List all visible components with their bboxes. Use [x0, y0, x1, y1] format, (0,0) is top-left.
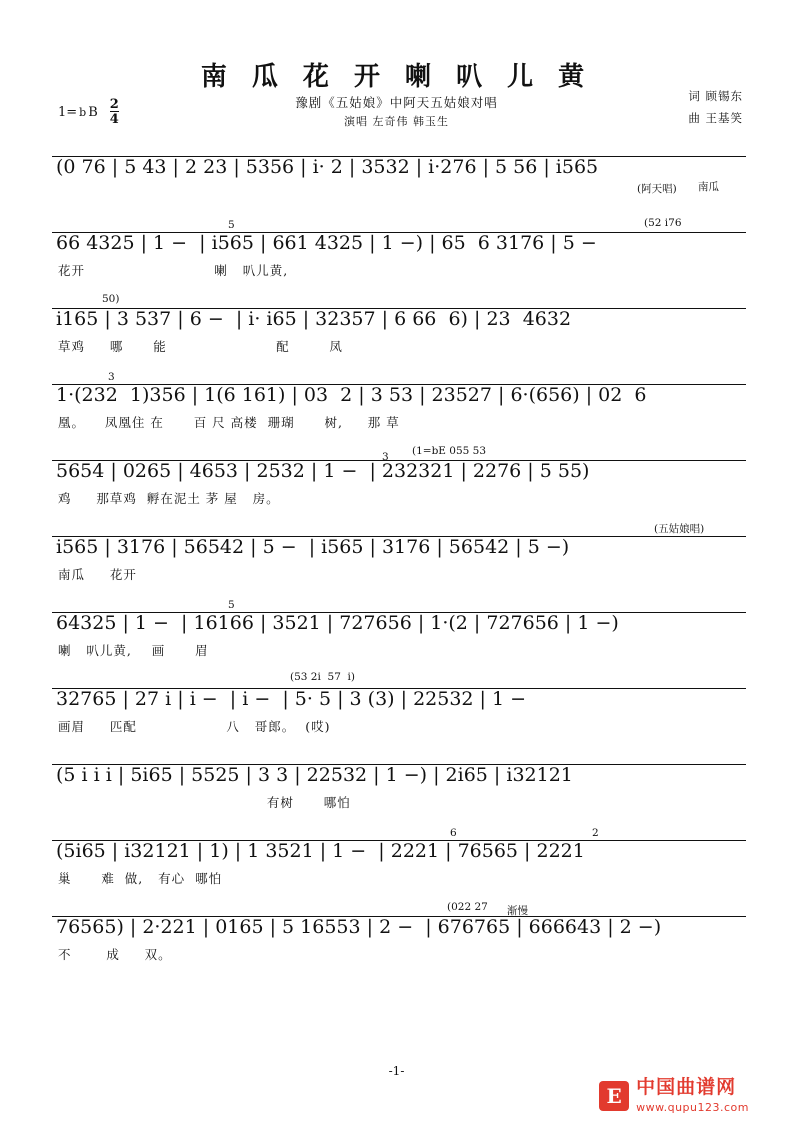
- staff-row: [52, 901, 746, 977]
- lyric-line: 鸡 那草鸡 孵在泥土 茅 屋 房。: [58, 491, 280, 506]
- lyric-line: 草鸡 哪 能 配 凤: [58, 339, 343, 354]
- notation-line: 64325 | 1 − | 16166 | 3521 | 727656 | 1·(2 | 727656 | 1 −): [56, 612, 619, 634]
- lyric-line: 画眉 匹配 八 哥郎。 (哎): [58, 719, 331, 734]
- page-number: -1-: [388, 1064, 405, 1078]
- lyric-line: 有树 哪怕: [58, 795, 351, 810]
- score-annotation: (52 i76: [644, 217, 682, 229]
- time-signature-denominator: 4: [109, 112, 119, 127]
- subtitle-singers: 演唱 左奇伟 韩玉生: [344, 115, 449, 128]
- staff-row: [52, 523, 746, 597]
- score-annotation: 50): [102, 293, 120, 305]
- notation-line: 32765 | 27 i | i − | i − | 5· 5 | 3 (3) | 22532 | 1 −: [56, 688, 527, 710]
- staff-row: [52, 764, 746, 825]
- key-signature: [58, 98, 119, 126]
- score-annotation: (1=bE 055 53: [412, 445, 487, 457]
- watermark-site-url: www.qupu123.com: [636, 1100, 749, 1114]
- site-watermark: [599, 1078, 749, 1115]
- subtitle-opera: 豫剧《五姑娘》中阿天五姑娘对唱: [295, 95, 498, 110]
- lyric-line: 花开 喇 叭儿黄,: [58, 263, 289, 278]
- score-annotation: (022 27: [447, 901, 488, 913]
- key-letter: B: [88, 104, 98, 120]
- score-annotation: 2: [592, 827, 599, 839]
- notation-line: 5654 | 0265 | 4653 | 2532 | 1 − | 232321 | 2276 | 5 55): [56, 460, 590, 482]
- staff-row: [52, 371, 746, 445]
- lyric-line: 凰。 凤凰住 在 百 尺 高楼 珊瑚 树, 那 草: [58, 415, 400, 430]
- notation-line: (5 i i i | 5i65 | 5525 | 3 3 | 22532 | 1 −) | 2i65 | i32121: [56, 764, 573, 786]
- composer-credit: 曲 王基笑: [688, 111, 743, 125]
- score-annotation: 5: [228, 599, 235, 611]
- score-annotation: 5: [228, 219, 235, 231]
- watermark-logo-icon: E: [599, 1081, 629, 1111]
- watermark-site-name: 中国曲谱网: [636, 1076, 737, 1098]
- lyric-line: 南瓜 花开: [58, 567, 137, 582]
- score-annotation: 3: [108, 371, 115, 383]
- score-annotation: (53 2i 57 i): [290, 671, 355, 683]
- notation-line: (0 76 | 5 43 | 2 23 | 5356 | i· 2 | 3532 | i·276 | 5 56 | i565: [56, 156, 599, 178]
- time-signature-numerator: 2: [109, 97, 119, 112]
- staff-row: [52, 599, 746, 673]
- notation-line: 76565) | 2·221 | 0165 | 5 16553 | 2 − | 676765 | 666643 | 2 −): [56, 916, 662, 938]
- page-title: 南 瓜 花 开 喇 叭 儿 黄: [200, 62, 593, 92]
- score-annotation: (五姑娘唱): [654, 523, 705, 535]
- notation-line: 1·(232 1)356 | 1(6 161) | 03 2 | 3 53 | 23527 | 6·(656) | 02 6: [56, 384, 647, 406]
- notation-line: i165 | 3 537 | 6 − | i· i65 | 32357 | 6 66 6) | 23 4632: [56, 308, 572, 330]
- notation-line: 66 4325 | 1 − | i565 | 661 4325 | 1 −) | 65 6 3176 | 5 −: [56, 232, 597, 254]
- key-label: 1=: [58, 104, 78, 120]
- score-annotation: 南瓜: [698, 181, 719, 193]
- staff-row: [52, 445, 746, 521]
- key-flat-symbol: b: [79, 105, 87, 119]
- lyric-line: 不 成 双。: [58, 947, 172, 962]
- score-annotation: 6: [450, 827, 457, 839]
- watermark-text: [636, 1078, 749, 1115]
- score-annotation: (阿天唱): [637, 183, 677, 195]
- staff-row: [52, 293, 746, 369]
- score-annotation: 3: [382, 451, 389, 463]
- score-annotation: 渐慢: [507, 905, 528, 917]
- lyricist-credit: 词 顾锡东: [688, 89, 743, 103]
- time-signature: [110, 98, 119, 126]
- staff-row: [52, 217, 746, 293]
- notation-line: i565 | 3176 | 56542 | 5 − | i565 | 3176 | 56542 | 5 −): [56, 536, 570, 558]
- lyric-line: 巢 难 做, 有心 哪怕: [58, 871, 223, 886]
- staff-row: [52, 671, 746, 749]
- staff-row: [52, 827, 746, 901]
- notation-line: (5i65 | i32121 | 1) | 1 3521 | 1 − | 2221 | 76565 | 2221: [56, 840, 585, 862]
- staff-row: [52, 156, 746, 217]
- lyric-line: 喇 叭儿黄, 画 眉: [58, 643, 209, 658]
